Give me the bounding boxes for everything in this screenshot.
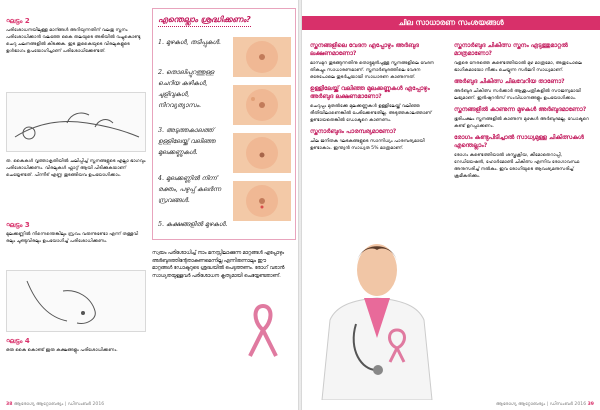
advice-note: സ്വയം പരിശോധിച്ച് നാം മനസ്സിലാക്കുന്ന മാറ്റങ്ങൾ എപ്പോഴും അർബുദത്തിന്റേതാകണമെന്നില്ല എന്നിരുന്നാലും ഈ മാറ്റങ്ങൾ ഡോക്ടറുടെ ശ്രദ്ധയിൽ പെടുത്തണം. രോഗ് വരാൻ സാധ്യതയുള്ളവർ പരിശോധന കൃത്യമായി ചെയ്യേണ്ടതാണ്. <box>152 251 285 279</box>
doctor-illustration <box>302 220 452 400</box>
faq-question: സ്തനാർബുദ ചികിത്സ സ്തനം എടുത്തുമാറ്റൽ മാത്രമാണോ? <box>454 42 568 57</box>
breast-illustration <box>233 133 291 173</box>
lying-exam-illustration <box>6 92 146 152</box>
step-2 <box>6 14 146 55</box>
breast-illustration <box>233 85 291 125</box>
page-footer <box>6 401 104 407</box>
step-label: ഘട്ടം 4 <box>6 337 30 345</box>
symptom-item: 1. മുഴകൾ, തടിപ്പുകൾ. <box>158 39 221 46</box>
page-footer <box>496 401 594 407</box>
nipple-exam-illustration <box>6 270 146 332</box>
symptoms-box <box>152 8 296 240</box>
page-number: 38 <box>6 402 13 407</box>
breast-illustration <box>233 37 291 77</box>
faq-answer: വളരെ നേരത്തെ കണ്ടെത്തിയാൽ മുഴ മാത്രമോ, അതുപോലെ ഭാഗികമായോ നീക്കം ചെയ്യുന്ന സർജറി സാധ്യമാണ്. <box>454 61 582 73</box>
left-page <box>0 0 298 410</box>
symptom-item: 3. അടുത്തകാലത്ത് ഉള്ളിലേയ്ക്ക് വലിഞ്ഞ മുലക്കണ്ണുകൾ. <box>158 127 216 156</box>
symptom-item: 2. തൊലിപ്പുറത്തുള്ള ചെറിയ കുഴികൾ, ചുളിവുകൾ, നിറവ്യത്യാസം. <box>158 69 214 109</box>
faq-question: അർബുദ ചികിത്സ ചിലവേറിയ താണോ? <box>454 78 565 85</box>
faq-question: സ്തനങ്ങളിലെ വേദന എപ്പോഴും അർബുദ ലക്ഷണമാണോ? <box>310 42 419 57</box>
step-label: ഘട്ടം 2 <box>6 17 30 25</box>
right-page <box>302 0 600 410</box>
mid-paragraph: ത. കൈകൾ വൃത്താകൃതിയിൽ ചലിപ്പിച്ച് സ്തനങ്ങളുടെ എല്ലാ ഭാഗവും പരിശോധിക്കണം. വിരലുകൾ ഫ്ലാറ്റ് ആയി പിടിക്കുകയാണ് ചെയ്യേണ്ടത്. പിന്നീട് എണ്ണ തുടങ്ങിയവ ഉപയോഗിക്കാം. <box>6 159 146 178</box>
faq-question: സ്തനങ്ങളിൽ കാണുന്ന മുഴകൾ അർബുദമാണോ? <box>454 106 587 113</box>
faq-column-2 <box>454 38 592 180</box>
faq-answer: അർബുദ ചികിത്സ സർക്കാർ ആശുപത്രികളിൽ സൗജന്യമായി ലഭ്യമാണ്. ഇൻഷുറൻസ് സംവിധാനങ്ങളും ഉപയോഗിക്കാം. <box>454 89 581 101</box>
faq-answer: ചില ജനിതക ഘടകങ്ങളുടെ സാന്നിധ്യം പാരമ്പര്യമായി ഉണ്ടാകാം. ഇന്ത്യൻ സാധ്യത 5% മാത്രമാണ്. <box>310 139 425 151</box>
faq-question: രോഗം കണ്ടുപിടിച്ചാൽ സാധ്യമുള്ള ചികിത്സകൾ എന്തെല്ലാം? <box>454 134 584 149</box>
faq-question: ഉള്ളിലേയ്ക്ക് വലിഞ്ഞ മുലക്കണ്ണുകൾ എപ്പോഴും അർബുദ ലക്ഷണമാണോ? <box>310 85 430 100</box>
faq-answer: മാസമുറ തുടങ്ങുന്നതിനു തൊട്ടുമുൻപുള്ള സ്തനങ്ങളിലെ വേദന തികച്ചും സാധാരണമാണ്. സ്തനാർബുദത്തിലെ വേദന ഒരേപോലെ തുടർച്ചയായി സാധാരണ കാണുന്നത്. <box>310 61 434 80</box>
faq-answer: ഭൂരിപക്ഷം സ്തനങ്ങളിൽ കാണുന്ന മുഴകൾ അർബുദമല്ല. ഡോക്ടറെ കണ്ട് ഉറപ്പാക്കണം. <box>454 117 589 129</box>
faq-column-1 <box>310 38 444 152</box>
faq-answer: രോഗം കണ്ടെത്തിയാൽ ശസ്ത്രക്രിയ, കീമോതെറാപ്പി, റേഡിയേഷൻ, ഹോർമോൺ ചികിത്സ എന്നിവ രോഗാവസ്ഥ അനുസരിച്ച് നൽകും. ഇവ രോഗിയുടെ ആവശ്യമനുസരിച്ച് ക്രമീകരിക്കും. <box>454 153 580 179</box>
page-number: 39 <box>587 402 594 407</box>
step-3 <box>6 218 146 245</box>
step-text: പരിശോധനയിലുള്ള മാറ്ങ്ങൾ അറിയുന്നതിന് വലതു സ്തനം പരിശോധിക്കാൻ വലത്തേ കൈ തലയുടെ അടിയിൽ വച്ചുകൊണ്ടു ചെറു ചലനങ്ങളിൽ കിടക്കുക. ഇട തുകൈയുടെ വിരലുകളുടെ ഉൾഭാഗം ഉപയോഗിച്ചാണ് പരിശോധിക്കേണ്ടത്. <box>6 28 141 54</box>
footer-text: ആരോഗ്യ ആറ്റോബര്യം | ഡിസംബർ 2016 <box>495 402 587 407</box>
breast-illustration <box>233 181 291 221</box>
pink-ribbon-icon <box>238 300 288 360</box>
step-4 <box>6 334 146 354</box>
faq-question: സ്തനാർബുദം പാരമ്പര്യമാണോ? <box>310 128 397 135</box>
step-text: ഒരു കൈ കൊണ്ട് ഇരു കക്ഷങ്ങളും പരിശോധിക്കണം. <box>6 348 118 353</box>
symptom-item: 4. മുലക്കണ്ണിൽ നിന്ന് രക്തം, പഴുപ്പ് കലർന്ന സ്രവങ്ങൾ. <box>158 175 221 204</box>
step-text: മുലക്കണ്ണിൽ നിന്നെന്തെങ്കിലും സ്രവം വരുന്നുണ്ടോ എന്ന് തള്ളവി രലും ചൂണ്ടുവിരലും ഉപയോഗിച്ച് പരിശോധിക്കണം. <box>6 232 139 244</box>
step-label: ഘട്ടം 3 <box>6 221 30 229</box>
footer-text: ആരോഗ്യ ആറ്റോബര്യം | ഡിസംബർ 2016 <box>13 402 105 407</box>
symptom-item: 5. കക്ഷങ്ങളിൽ മുഴകൾ. <box>158 221 228 228</box>
section-banner: ചില സാധാരണ സംശയങ്ങൾ <box>302 16 600 30</box>
box-title: എന്തെല്ലാം ശ്രദ്ധിക്കണം? <box>158 15 251 27</box>
faq-answer: ചെറുപ്പം മുതൽക്കേ മുലക്കണ്ണുകൾ ഉള്ളിലേയ്ക്ക് വലിഞ്ഞ രീതിയിലാണെങ്കിൽ പേടിക്കേണ്ടതില്ല. അടുത്തകാലത്താണ് ഉണ്ടായതെങ്കിൽ ഡോക്ടറെ കാണണം. <box>310 104 432 123</box>
